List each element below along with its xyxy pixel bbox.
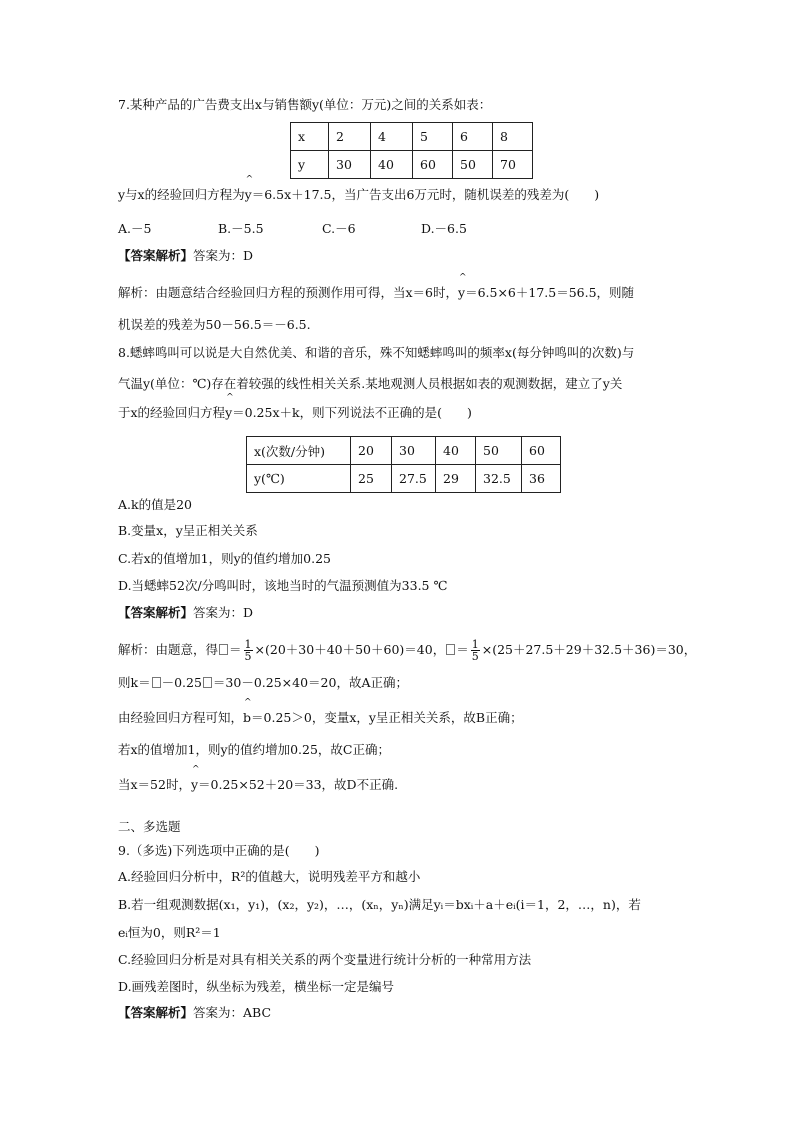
q7-explanation-line-2: 机误差的残差为50－56.5＝－6.5.: [118, 317, 311, 332]
q7-explanation-line-1: [118, 284, 634, 302]
q9-option-a: A.经验回归分析中，R²的值越大，说明残差平方和越小: [118, 869, 421, 884]
q7-equation-line: [118, 186, 599, 204]
table-cell: 29: [436, 465, 476, 493]
table-cell: 50: [476, 437, 522, 465]
q8-table: [246, 436, 561, 493]
fraction-numerator: 1: [471, 638, 479, 651]
q8-option-b: B.变量x，y呈正相关关系: [118, 523, 258, 538]
q8-option-c: C.若x的值增加1，则y的值约增加0.25: [118, 551, 331, 566]
answer-text: 答案为：D: [193, 605, 254, 620]
y-bar-placeholder-icon: [152, 677, 161, 688]
q7-option-c: C.－6: [322, 221, 356, 236]
table-cell: 32.5: [476, 465, 522, 493]
table-cell: 36: [522, 465, 561, 493]
q8-explanation-line-4: 若x的值增加1，则y的值约增加0.25，故C正确；: [118, 742, 390, 757]
table-cell: 40: [436, 437, 476, 465]
fraction-one-fifth: [471, 639, 480, 662]
text: ＝: [229, 642, 242, 657]
q7-option-d: D.－6.5: [421, 221, 467, 236]
q8-answer: [118, 604, 253, 622]
table-cell: 8: [493, 123, 533, 151]
q8-stem-line-2: 气温y(单位：℃)存在着较强的线性相关关系.某地观测人员根据如表的观测数据，建立了y关: [118, 376, 623, 391]
y-hat-symbol: ^ y: [225, 404, 232, 422]
text: ＝6.5×6＋17.5＝56.5，则随: [465, 285, 635, 300]
y-bar-placeholder-icon: [446, 644, 455, 655]
text: －0.25: [161, 675, 202, 690]
table-cell: 30: [392, 437, 436, 465]
table-row: [247, 437, 561, 465]
y-hat-symbol: ^ y: [245, 186, 252, 204]
table-cell: 60: [522, 437, 561, 465]
y-hat-symbol: ^ y: [191, 776, 198, 794]
table-cell: 27.5: [392, 465, 436, 493]
text: 于x的经验回归方程: [118, 405, 226, 420]
text: ×(20＋30＋40＋50＋60)＝40，: [254, 642, 446, 657]
q7-answer: [118, 247, 253, 265]
section-heading: 二、多选题: [118, 819, 181, 834]
table-row: [247, 465, 561, 493]
x-bar-placeholder-icon: [203, 677, 212, 688]
b-hat-symbol: ^ b: [243, 709, 251, 727]
q9-answer: [118, 1004, 271, 1022]
table-cell: 70: [493, 151, 533, 179]
answer-tag: 【答案解析】: [118, 605, 194, 620]
text: ×(25＋27.5＋29＋32.5＋36)＝30，: [481, 642, 697, 657]
q9-stem: 9.（多选)下列选项中正确的是( ): [118, 843, 320, 858]
table-row: [291, 123, 533, 151]
fraction-denominator: 5: [471, 650, 479, 663]
fraction-numerator: 1: [244, 638, 252, 651]
q8-stem-line-3: [118, 404, 472, 422]
table-cell: 60: [413, 151, 453, 179]
text: 当x＝52时，: [118, 777, 191, 792]
q8-option-d: D.当蟋蟀52次/分鸣叫时，该地当时的气温预测值为33.5 ℃: [118, 578, 448, 593]
text: 则k＝: [118, 675, 151, 690]
q7-option-b: B.－5.5: [218, 221, 264, 236]
text: ＝0.25×52＋20＝33，故D不正确.: [198, 777, 399, 792]
table-cell: 50: [453, 151, 493, 179]
answer-tag: 【答案解析】: [118, 248, 194, 263]
q8-option-a: A.k的值是20: [118, 497, 192, 512]
table-cell: 20: [351, 437, 392, 465]
fraction-denominator: 5: [244, 650, 252, 663]
q8-explanation-line-2: [118, 674, 408, 692]
answer-text: 答案为：ABC: [193, 1005, 272, 1020]
fraction-one-fifth: [244, 639, 253, 662]
table-cell: 2: [329, 123, 371, 151]
q7-stem: 7.某种产品的广告费支出x与销售额y(单位：万元)之间的关系如表：: [118, 97, 492, 112]
q8-stem-line-1: 8.蟋蟀鸣叫可以说是大自然优美、和谐的音乐，殊不知蟋蟀鸣叫的频率x(每分钟鸣叫的次数)与: [118, 345, 635, 360]
q9-option-b-line-1: B.若一组观测数据(x₁，y₁)，(x₂，y₂)，…，(xₙ，yₙ)满足yᵢ＝bxᵢ＋a＋eᵢ(i＝1，2，…，n)，若: [118, 897, 641, 912]
table-cell: 6: [453, 123, 493, 151]
text: ＝: [456, 642, 469, 657]
q8-explanation-line-5: [118, 776, 398, 794]
table-cell: 5: [413, 123, 453, 151]
q8-explanation-line-3: [118, 709, 523, 727]
q8-explanation-line-1: [118, 637, 696, 663]
x-bar-placeholder-icon: [219, 644, 228, 655]
table-cell: 40: [371, 151, 413, 179]
text: 解析：由题意结合经验回归方程的预测作用可得，当x＝6时，: [118, 285, 459, 300]
table-cell: 30: [329, 151, 371, 179]
table-cell: y: [291, 151, 329, 179]
table-cell: x(次数/分钟): [247, 437, 351, 465]
table-row: [291, 151, 533, 179]
q7-table: [290, 122, 533, 179]
text: ＝30－0.25×40＝20，故A正确；: [212, 675, 408, 690]
text: y与x的经验回归方程为: [118, 187, 245, 202]
q7-option-a: A.－5: [118, 221, 152, 236]
text: 解析：由题意，得: [118, 642, 219, 657]
q9-option-d: D.画残差图时，纵坐标为残差，横坐标一定是编号: [118, 979, 395, 994]
text: ＝0.25x＋k，则下列说法不正确的是( ): [232, 405, 472, 420]
y-hat-symbol: ^ y: [458, 284, 465, 302]
table-cell: y(℃): [247, 465, 351, 493]
q9-option-b-line-2: eᵢ恒为0，则R²＝1: [118, 925, 221, 940]
text: ＝6.5x＋17.5，当广告支出6万元时，随机误差的残差为( ): [251, 187, 600, 202]
text: 由经验回归方程可知，: [118, 710, 244, 725]
answer-tag: 【答案解析】: [118, 1005, 194, 1020]
table-cell: x: [291, 123, 329, 151]
table-cell: 4: [371, 123, 413, 151]
q9-option-c: C.经验回归分析是对具有相关关系的两个变量进行统计分析的一种常用方法: [118, 952, 532, 967]
text: ＝0.25＞0，变量x，y呈正相关关系，故B正确；: [251, 710, 523, 725]
answer-text: 答案为：D: [193, 248, 254, 263]
table-cell: 25: [351, 465, 392, 493]
